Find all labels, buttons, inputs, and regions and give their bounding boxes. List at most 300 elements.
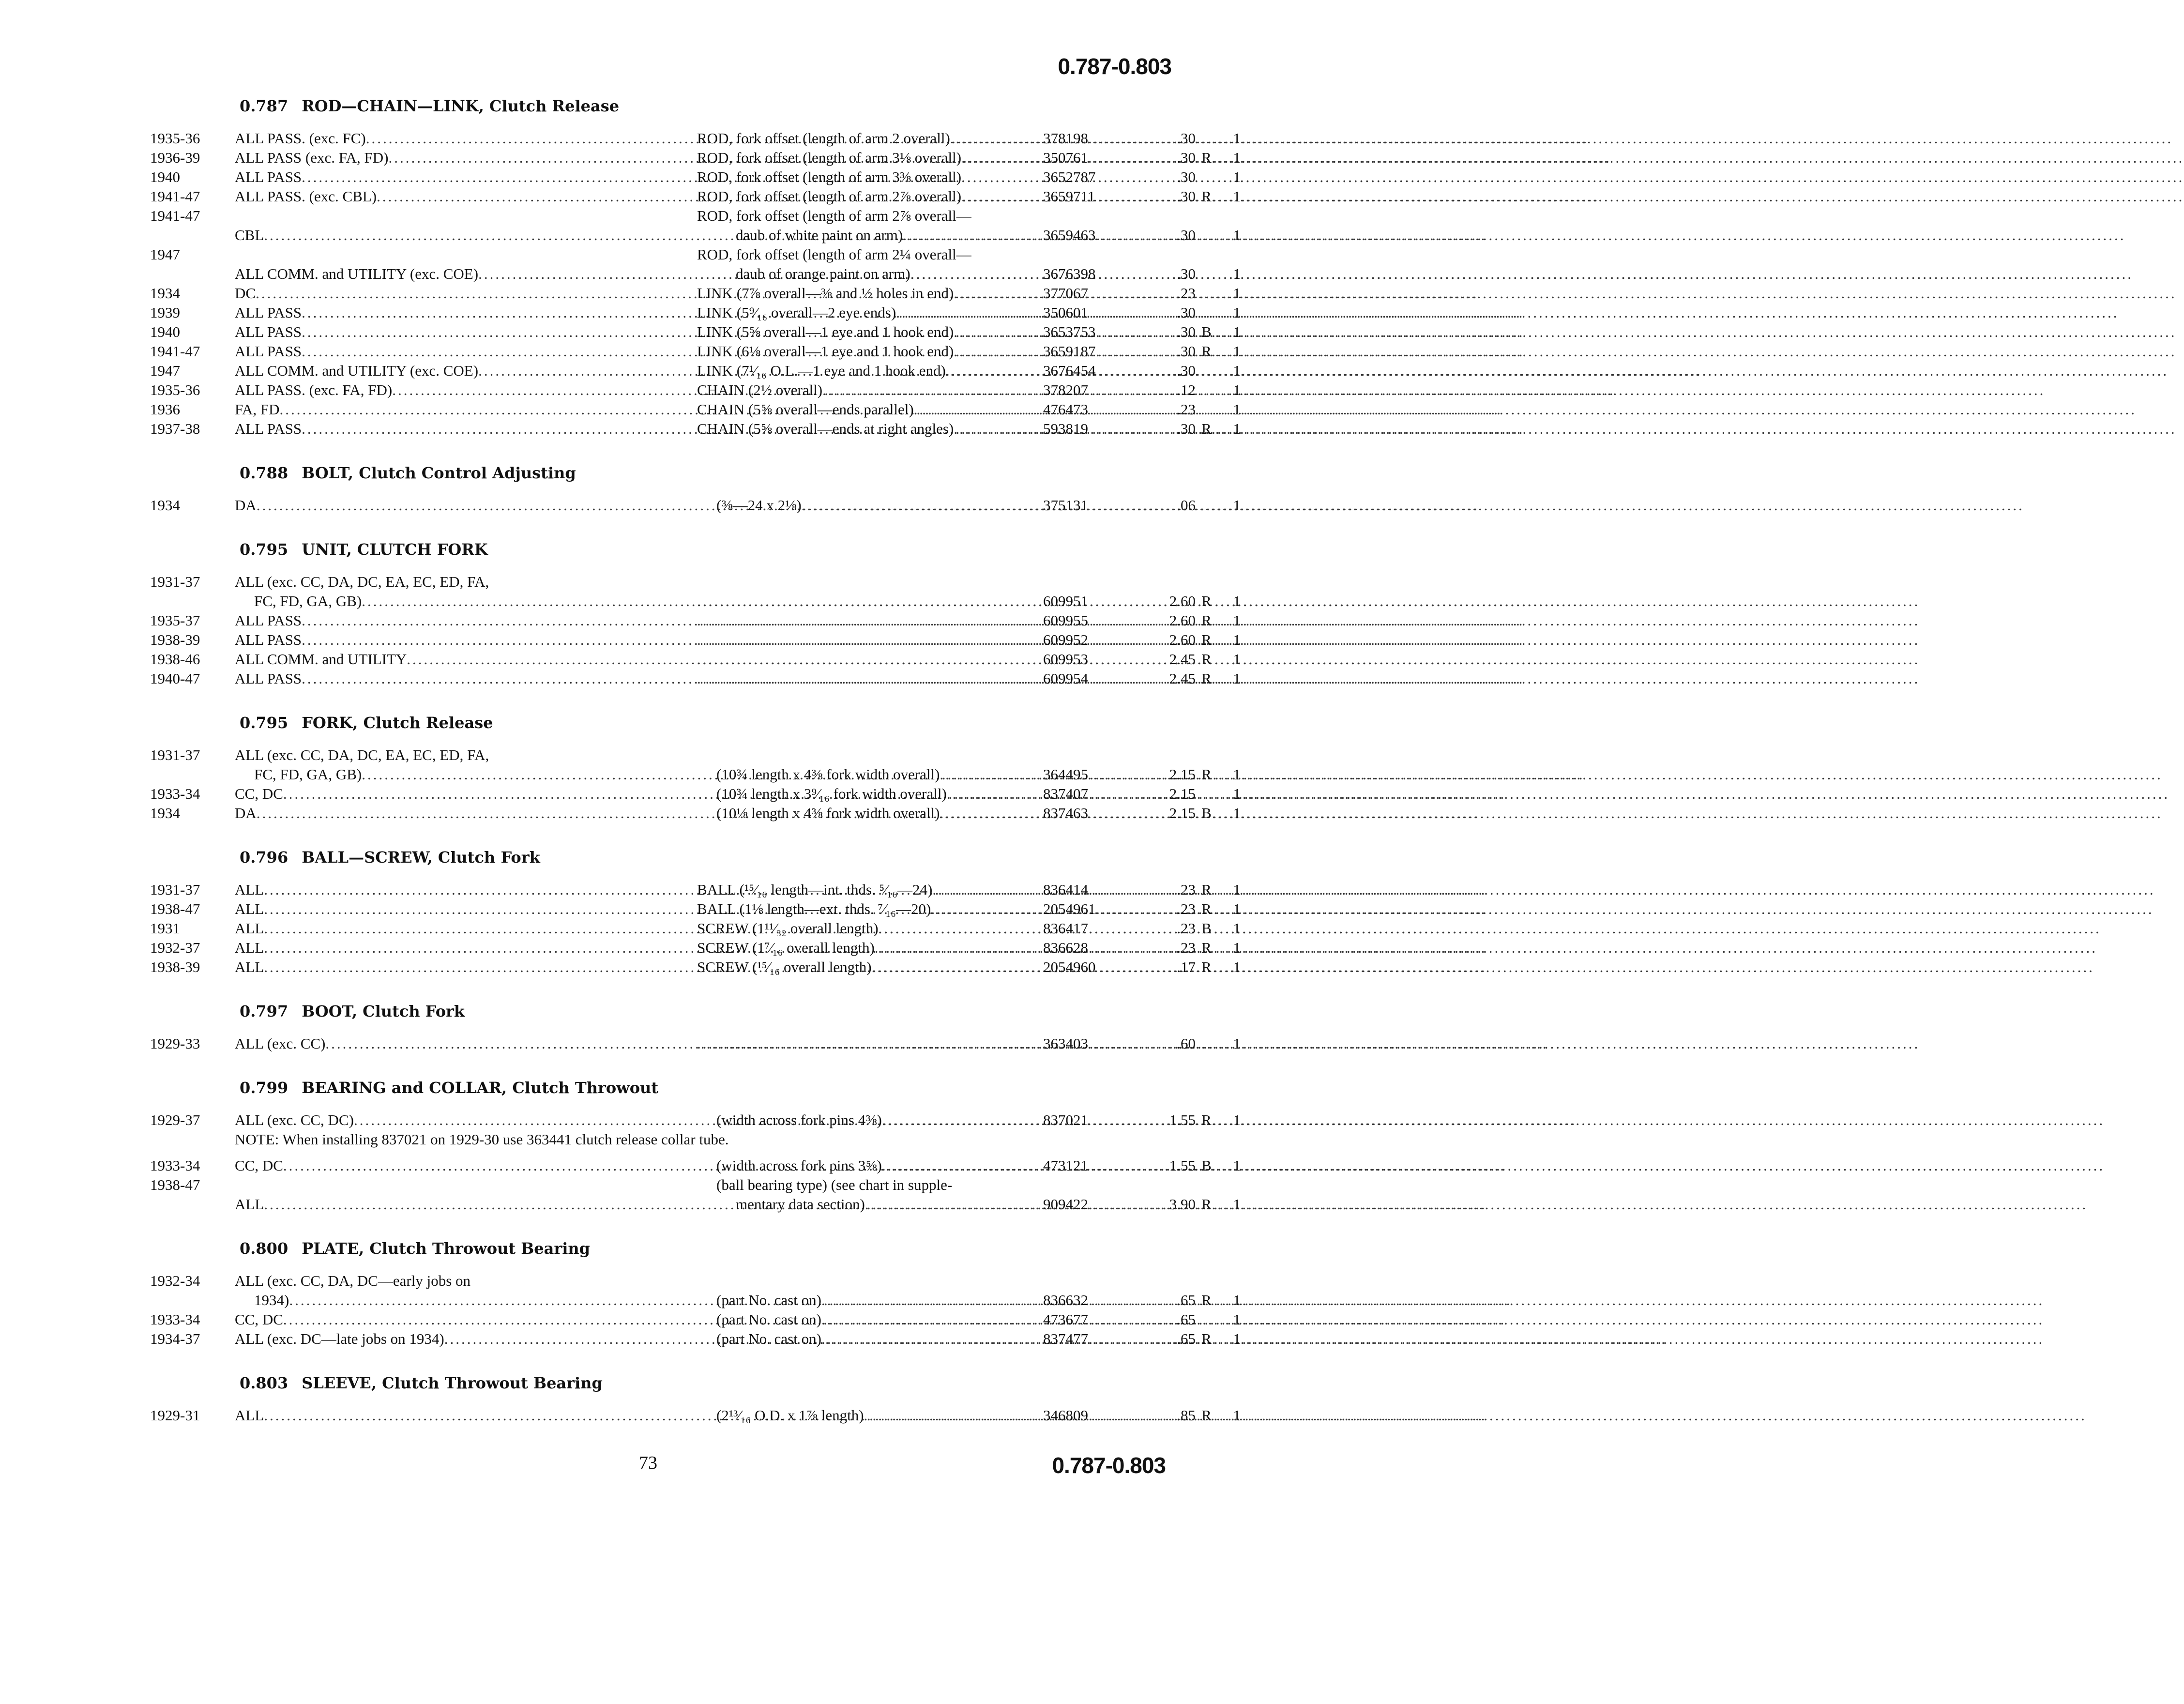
quantity-cell: 1 bbox=[1233, 670, 1241, 687]
part-number-cell: 3676398 bbox=[1043, 265, 1096, 282]
status-code-cell: B bbox=[1201, 1157, 1212, 1174]
parts-row bbox=[150, 899, 1241, 919]
leader-dots bbox=[697, 669, 1920, 688]
quantity-cell: 1 bbox=[1233, 920, 1241, 937]
part-number-cell: 593819 bbox=[1043, 420, 1088, 437]
description-cell bbox=[697, 804, 1043, 823]
model-cell bbox=[235, 669, 697, 688]
parts-row bbox=[150, 206, 1241, 245]
parts-row bbox=[150, 1111, 1241, 1130]
quantity-cell: 1 bbox=[1233, 651, 1241, 668]
description-text: SCREW (1⁷⁄₁₆ overall length) bbox=[697, 939, 875, 956]
price-cell: 1.55 bbox=[1169, 1157, 1196, 1174]
section-title bbox=[240, 1002, 1142, 1020]
quantity-cell: 1 bbox=[1233, 766, 1241, 783]
year-cell: 1938-46 bbox=[150, 651, 200, 668]
description-text: CHAIN (5⅝ overall—ends at right angles) bbox=[697, 420, 954, 437]
model-text: ALL PASS bbox=[235, 612, 302, 629]
part-number-cell: 836628 bbox=[1043, 939, 1088, 956]
quantity-cell: 1 bbox=[1233, 1292, 1241, 1308]
status-code-cell: R bbox=[1201, 593, 1212, 609]
section-code: 0.800 bbox=[240, 1239, 288, 1258]
description-text: BALL (¹⁵⁄₁₆ length—int. thds. ⁵⁄₁₆—24) bbox=[697, 881, 933, 898]
page-footer-range: 0.787-0.803 bbox=[1052, 1453, 1166, 1478]
price-cell: .30 bbox=[1177, 304, 1196, 321]
model-text: ALL PASS bbox=[235, 323, 302, 340]
status-code-cell: R bbox=[1201, 670, 1212, 687]
price-cell: .65 bbox=[1177, 1330, 1196, 1347]
model-text: ALL (exc. CC) bbox=[235, 1035, 326, 1052]
section-code: 0.797 bbox=[240, 1002, 288, 1020]
year-cell: 1939 bbox=[150, 304, 180, 321]
status-code-cell: R bbox=[1201, 631, 1212, 648]
description-cell bbox=[697, 303, 1043, 322]
status-code-cell: R bbox=[1201, 1330, 1212, 1347]
part-number-cell: 836632 bbox=[1043, 1292, 1088, 1308]
price-cell: 2.60 bbox=[1169, 593, 1196, 609]
description-text: CHAIN (2½ overall) bbox=[697, 381, 823, 398]
section-0-787 bbox=[150, 97, 1241, 439]
part-number-cell: 473677 bbox=[1043, 1311, 1088, 1328]
model-text: ALL PASS bbox=[235, 670, 302, 687]
description-cell bbox=[697, 765, 1043, 784]
part-number-cell: 837463 bbox=[1043, 805, 1088, 822]
year-cell: 1929-31 bbox=[150, 1407, 200, 1424]
parts-row bbox=[150, 245, 1241, 284]
model-cell bbox=[235, 303, 697, 322]
model-cell bbox=[235, 804, 697, 823]
model-text: ALL PASS bbox=[235, 420, 302, 437]
price-cell: 2.15 bbox=[1169, 785, 1196, 802]
status-code-cell: R bbox=[1201, 343, 1212, 360]
model-cell bbox=[235, 1195, 697, 1214]
leader-dots bbox=[822, 380, 2045, 400]
part-number-cell: 609954 bbox=[1043, 670, 1088, 687]
part-number-cell: 3676454 bbox=[1043, 362, 1096, 379]
model-cell bbox=[235, 129, 697, 148]
quantity-cell: 1 bbox=[1233, 1111, 1241, 1128]
price-cell: .30 bbox=[1177, 149, 1196, 166]
quantity-cell: 1 bbox=[1233, 343, 1241, 360]
model-text: 1934) bbox=[254, 1292, 289, 1308]
model-cell bbox=[235, 322, 697, 342]
price-cell: 1.55 bbox=[1169, 1111, 1196, 1128]
model-text: ALL PASS. (exc. CBL) bbox=[235, 188, 377, 205]
section-0-803 bbox=[150, 1374, 1241, 1425]
model-text: DA bbox=[235, 805, 257, 822]
model-text: ALL PASS. (exc. FC) bbox=[235, 130, 366, 147]
price-cell: .23 bbox=[1177, 900, 1196, 917]
quantity-cell: 1 bbox=[1233, 227, 1241, 243]
description-text: BALL (1⅛ length—ext. thds. ⁷⁄₁₆—20) bbox=[697, 900, 931, 917]
price-cell: .60 bbox=[1177, 1035, 1196, 1052]
part-number-cell: 609951 bbox=[1043, 593, 1088, 609]
year-cell: 1931-37 bbox=[150, 746, 200, 763]
description-text: ROD, fork offset (length of arm 2¼ overall— bbox=[697, 246, 971, 263]
section-0-795 bbox=[150, 714, 1241, 823]
model-cell bbox=[235, 650, 697, 669]
price-cell: .23 bbox=[1177, 881, 1196, 898]
part-number-cell: 836414 bbox=[1043, 881, 1088, 898]
price-cell: .23 bbox=[1177, 939, 1196, 956]
parts-row bbox=[150, 1310, 1241, 1329]
description-cell bbox=[697, 938, 1043, 958]
quantity-cell: 1 bbox=[1233, 149, 1241, 166]
year-cell: 1932-34 bbox=[150, 1272, 200, 1289]
leader-dots bbox=[697, 630, 1920, 650]
description-text: (width across fork pins 4⅜) bbox=[716, 1111, 882, 1128]
parts-row bbox=[150, 303, 1241, 322]
model-text: ALL bbox=[235, 920, 264, 937]
model-cell bbox=[235, 572, 697, 611]
year-cell: 1938-47 bbox=[150, 1176, 200, 1193]
section-code: 0.799 bbox=[240, 1079, 288, 1097]
description-text: (10¾ length x 4⅜ fork width overall) bbox=[716, 766, 940, 783]
model-text: ALL bbox=[235, 958, 264, 975]
section-title-text: PLATE, Clutch Throwout Bearing bbox=[302, 1239, 591, 1258]
price-cell: .30 bbox=[1177, 265, 1196, 282]
year-cell: 1941-47 bbox=[150, 343, 200, 360]
section-0-800 bbox=[150, 1239, 1241, 1349]
section-0-797 bbox=[150, 1002, 1241, 1053]
year-cell: 1936-39 bbox=[150, 149, 200, 166]
model-text: ALL PASS bbox=[235, 304, 302, 321]
description-text: ROD, fork offset (length of arm 2 overall) bbox=[697, 130, 950, 147]
model-text: CC, DC bbox=[235, 785, 283, 802]
price-cell: 2.60 bbox=[1169, 631, 1196, 648]
description-cell bbox=[697, 284, 1043, 303]
section-title bbox=[240, 464, 1142, 482]
leader-dots bbox=[697, 592, 1920, 611]
quantity-cell: 1 bbox=[1233, 168, 1241, 185]
year-cell: 1933-34 bbox=[150, 785, 200, 802]
model-cell bbox=[235, 784, 697, 804]
description-text: (⅜—24 x 2⅛) bbox=[716, 497, 802, 514]
quantity-cell: 1 bbox=[1233, 612, 1241, 629]
description-cell bbox=[697, 342, 1043, 361]
page-header-range: 0.787-0.803 bbox=[1058, 54, 1171, 79]
status-code-cell: B bbox=[1201, 323, 1212, 340]
parts-row bbox=[150, 1175, 1241, 1214]
section-title bbox=[240, 97, 1142, 115]
parts-row bbox=[150, 611, 1241, 630]
section-0-795 bbox=[150, 540, 1241, 688]
parts-row bbox=[150, 958, 1241, 977]
year-cell: 1947 bbox=[150, 246, 180, 263]
price-cell: 2.60 bbox=[1169, 612, 1196, 629]
parts-row bbox=[150, 746, 1241, 784]
quantity-cell: 1 bbox=[1233, 1311, 1241, 1328]
quantity-cell: 1 bbox=[1233, 1407, 1241, 1424]
model-cell bbox=[235, 284, 697, 303]
description-cell bbox=[697, 958, 1043, 977]
parts-row bbox=[150, 572, 1241, 611]
model-cell bbox=[235, 1271, 697, 1310]
parts-row bbox=[150, 1406, 1241, 1425]
price-cell: .06 bbox=[1177, 497, 1196, 514]
year-cell: 1931-37 bbox=[150, 573, 200, 590]
model-text: ALL (exc. CC, DA, DC, EA, EC, ED, FA, bbox=[235, 573, 489, 590]
part-number-cell: 378198 bbox=[1043, 130, 1088, 147]
price-cell: 3.90 bbox=[1169, 1196, 1196, 1213]
quantity-cell: 1 bbox=[1233, 401, 1241, 418]
year-cell: 1937-38 bbox=[150, 420, 200, 437]
quantity-cell: 1 bbox=[1233, 420, 1241, 437]
model-cell bbox=[235, 400, 697, 419]
model-text: DA bbox=[235, 497, 257, 514]
model-text: ALL COMM. and UTILITY (exc. COE) bbox=[235, 265, 479, 282]
parts-row bbox=[150, 919, 1241, 938]
model-text: FA, FD bbox=[235, 401, 280, 418]
year-cell: 1935-36 bbox=[150, 130, 200, 147]
model-cell bbox=[235, 919, 697, 938]
model-text: ALL PASS bbox=[235, 343, 302, 360]
parts-row bbox=[150, 1271, 1241, 1310]
description-text: SCREW (¹⁵⁄₁₆ overall length) bbox=[697, 958, 872, 975]
row-note: NOTE: When installing 837021 on 1929-30 use 363441 clutch release collar tube. bbox=[235, 1131, 729, 1148]
parts-row bbox=[150, 380, 1241, 400]
year-cell: 1931-37 bbox=[150, 881, 200, 898]
model-text: ALL (exc. CC, DA, DC—early jobs on bbox=[235, 1272, 471, 1289]
status-code-cell: R bbox=[1201, 766, 1212, 783]
status-code-cell: R bbox=[1201, 420, 1212, 437]
part-number-cell: 375131 bbox=[1043, 497, 1088, 514]
description-text: CHAIN (5⅝ overall—ends parallel) bbox=[697, 401, 914, 418]
quantity-cell: 1 bbox=[1233, 497, 1241, 514]
model-text: ALL COMM. and UTILITY bbox=[235, 651, 407, 668]
section-code: 0.795 bbox=[240, 714, 288, 732]
model-cell bbox=[235, 167, 697, 187]
year-cell: 1929-33 bbox=[150, 1035, 200, 1052]
parts-row bbox=[150, 284, 1241, 303]
status-code-cell: R bbox=[1201, 958, 1212, 975]
description-cell bbox=[697, 167, 1043, 187]
description-cell bbox=[697, 630, 1043, 650]
price-cell: 2.15 bbox=[1169, 805, 1196, 822]
quantity-cell: 1 bbox=[1233, 188, 1241, 205]
model-text: ALL bbox=[235, 1196, 264, 1213]
year-cell: 1940-47 bbox=[150, 670, 200, 687]
year-cell: 1938-39 bbox=[150, 958, 200, 975]
description-cell bbox=[697, 899, 1043, 919]
part-number-cell: 473121 bbox=[1043, 1157, 1088, 1174]
description-cell bbox=[697, 592, 1043, 611]
section-title-text: SLEEVE, Clutch Throwout Bearing bbox=[302, 1374, 603, 1392]
quantity-cell: 1 bbox=[1233, 323, 1241, 340]
leader-dots bbox=[697, 1034, 1920, 1053]
status-code-cell: R bbox=[1201, 1292, 1212, 1308]
price-cell: .30 bbox=[1177, 343, 1196, 360]
quantity-cell: 1 bbox=[1233, 881, 1241, 898]
part-number-cell: 363403 bbox=[1043, 1035, 1088, 1052]
description-cell bbox=[697, 1329, 1043, 1349]
parts-row bbox=[150, 187, 1241, 206]
quantity-cell: 1 bbox=[1233, 265, 1241, 282]
price-cell: .12 bbox=[1177, 381, 1196, 398]
model-cell bbox=[235, 1406, 697, 1425]
description-text: (part No. cast on) bbox=[716, 1292, 821, 1308]
description-text: LINK (5⁹⁄₁₆ overall—2 eye ends) bbox=[697, 304, 896, 321]
status-code-cell: R bbox=[1201, 1111, 1212, 1128]
part-number-cell: 609952 bbox=[1043, 631, 1088, 648]
price-cell: .30 bbox=[1177, 227, 1196, 243]
section-0-788 bbox=[150, 464, 1241, 515]
parts-row bbox=[150, 804, 1241, 823]
price-cell: 2.15 bbox=[1169, 766, 1196, 783]
parts-row bbox=[150, 419, 1241, 439]
parts-row bbox=[150, 342, 1241, 361]
model-cell bbox=[235, 958, 697, 977]
year-cell: 1947 bbox=[150, 362, 180, 379]
parts-row bbox=[150, 669, 1241, 688]
year-cell: 1933-34 bbox=[150, 1157, 200, 1174]
parts-row bbox=[150, 1034, 1241, 1053]
model-text: ALL COMM. and UTILITY (exc. COE) bbox=[235, 362, 479, 379]
model-cell bbox=[235, 148, 697, 167]
parts-row bbox=[150, 167, 1241, 187]
price-cell: 2.45 bbox=[1169, 651, 1196, 668]
description-text: (width across fork pins 3⅝) bbox=[716, 1157, 882, 1174]
part-number-cell: 609953 bbox=[1043, 651, 1088, 668]
quantity-cell: 1 bbox=[1233, 593, 1241, 609]
description-text: ROD, fork offset (length of arm 2⅞ overall) bbox=[697, 188, 962, 205]
part-number-cell: 609955 bbox=[1043, 612, 1088, 629]
model-text: FC, FD, GA, GB) bbox=[254, 766, 362, 783]
price-cell: .30 bbox=[1177, 188, 1196, 205]
year-cell: 1934 bbox=[150, 285, 180, 302]
section-code: 0.787 bbox=[240, 97, 288, 115]
section-title bbox=[240, 1374, 1142, 1392]
parts-row bbox=[150, 650, 1241, 669]
model-text: CC, DC bbox=[235, 1311, 283, 1328]
model-cell bbox=[235, 1329, 697, 1349]
model-text: ALL PASS. (exc. FA, FD) bbox=[235, 381, 393, 398]
model-text: ALL bbox=[235, 939, 264, 956]
description-cell bbox=[697, 669, 1043, 688]
parts-row bbox=[150, 400, 1241, 419]
model-text: FC, FD, GA, GB) bbox=[254, 593, 362, 609]
model-cell bbox=[235, 899, 697, 919]
description-cell bbox=[697, 187, 1043, 206]
description-text: (2¹³⁄₁₆ O.D. x 1⅞ length) bbox=[716, 1407, 864, 1424]
description-cell bbox=[697, 400, 1043, 419]
model-cell bbox=[235, 496, 697, 515]
status-code-cell: R bbox=[1201, 1196, 1212, 1213]
description-text: ROD, fork offset (length of arm 3⅛ overall) bbox=[697, 149, 962, 166]
year-cell: 1935-37 bbox=[150, 612, 200, 629]
year-cell: 1940 bbox=[150, 168, 180, 185]
leader-dots bbox=[821, 1291, 2044, 1310]
year-cell: 1933-34 bbox=[150, 1311, 200, 1328]
price-cell: .30 bbox=[1177, 130, 1196, 147]
leader-dots bbox=[821, 1310, 2044, 1329]
description-text: daub of orange paint on arm) bbox=[736, 265, 910, 282]
price-cell: .85 bbox=[1177, 1407, 1196, 1424]
part-number-cell: 378207 bbox=[1043, 381, 1088, 398]
leader-dots bbox=[697, 650, 1920, 669]
part-number-cell: 3659187 bbox=[1043, 343, 1096, 360]
section-code: 0.788 bbox=[240, 464, 288, 482]
quantity-cell: 1 bbox=[1233, 130, 1241, 147]
year-cell: 1931 bbox=[150, 920, 180, 937]
quantity-cell: 1 bbox=[1233, 958, 1241, 975]
description-text: ROD, fork offset (length of arm 3⅜ overall) bbox=[697, 168, 962, 185]
part-number-cell: 350761 bbox=[1043, 149, 1088, 166]
description-cell bbox=[697, 380, 1043, 400]
status-code-cell: R bbox=[1201, 651, 1212, 668]
model-text: ALL bbox=[235, 881, 264, 898]
parts-row bbox=[150, 322, 1241, 342]
description-cell bbox=[697, 1310, 1043, 1329]
description-cell bbox=[697, 1156, 1043, 1175]
parts-row bbox=[150, 784, 1241, 804]
model-cell bbox=[235, 1034, 697, 1053]
section-title-text: BEARING and COLLAR, Clutch Throwout bbox=[302, 1079, 659, 1097]
description-cell bbox=[697, 784, 1043, 804]
model-text: DC bbox=[235, 285, 256, 302]
description-text: (part No. cast on) bbox=[716, 1330, 821, 1347]
year-cell: 1938-39 bbox=[150, 631, 200, 648]
description-text: (part No. cast on) bbox=[716, 1311, 821, 1328]
status-code-cell: R bbox=[1201, 881, 1212, 898]
part-number-cell: 2054960 bbox=[1043, 958, 1096, 975]
parts-row bbox=[150, 1156, 1241, 1175]
model-cell bbox=[235, 611, 697, 630]
price-cell: .17 bbox=[1177, 958, 1196, 975]
price-cell: .30 bbox=[1177, 362, 1196, 379]
year-cell: 1929-37 bbox=[150, 1111, 200, 1128]
part-number-cell: 377067 bbox=[1043, 285, 1088, 302]
year-cell: 1934 bbox=[150, 805, 180, 822]
quantity-cell: 1 bbox=[1233, 785, 1241, 802]
description-cell bbox=[697, 1034, 1043, 1053]
model-cell bbox=[235, 1310, 697, 1329]
model-cell bbox=[235, 1111, 697, 1130]
status-code-cell: R bbox=[1201, 900, 1212, 917]
model-text: ALL PASS bbox=[235, 168, 302, 185]
quantity-cell: 1 bbox=[1233, 631, 1241, 648]
section-title-text: BALL—SCREW, Clutch Fork bbox=[302, 848, 540, 867]
description-text: (ball bearing type) (see chart in supple- bbox=[716, 1176, 953, 1193]
description-text: (10⅛ length x 4⅜ fork width overall) bbox=[716, 805, 940, 822]
model-cell bbox=[235, 419, 697, 439]
description-cell bbox=[697, 206, 1043, 245]
price-cell: .30 bbox=[1177, 168, 1196, 185]
description-cell bbox=[697, 1406, 1043, 1425]
parts-row bbox=[150, 496, 1241, 515]
part-number-cell: 346809 bbox=[1043, 1407, 1088, 1424]
section-title bbox=[240, 848, 1142, 867]
page-number: 73 bbox=[639, 1453, 657, 1473]
description-cell bbox=[697, 1291, 1043, 1310]
description-cell bbox=[697, 1111, 1043, 1130]
status-code-cell: R bbox=[1201, 188, 1212, 205]
year-cell: 1935-36 bbox=[150, 381, 200, 398]
model-cell bbox=[235, 264, 697, 284]
part-number-cell: 837407 bbox=[1043, 785, 1088, 802]
part-number-cell: 2054961 bbox=[1043, 900, 1096, 917]
model-cell bbox=[235, 187, 697, 206]
price-cell: .30 bbox=[1177, 323, 1196, 340]
description-cell bbox=[697, 880, 1043, 899]
year-cell: 1934-37 bbox=[150, 1330, 200, 1347]
quantity-cell: 1 bbox=[1233, 1330, 1241, 1347]
model-cell bbox=[235, 380, 697, 400]
quantity-cell: 1 bbox=[1233, 805, 1241, 822]
description-cell bbox=[697, 650, 1043, 669]
leader-dots bbox=[802, 496, 2024, 515]
model-cell bbox=[235, 342, 697, 361]
